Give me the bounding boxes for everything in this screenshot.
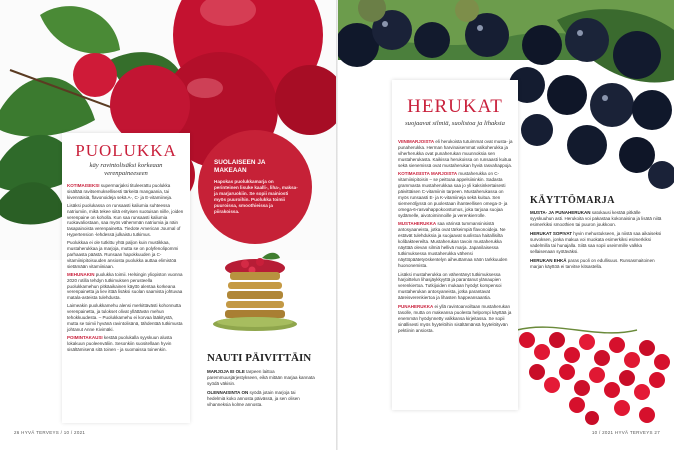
nauti-body bbox=[207, 369, 315, 411]
puolukka-paragraph: Puolukkaa ei ole tutkittu yhtä paljon kuin mustikkaa, mustaherukkaa ja marjoja, mutta se on polyfenolipommi parhaasta päästä. Runsaan hapokkuuden ja C-vitamiinipitoisuuden ansiosta puolukka auttaa elimistöä sietämään vitamiiniaan. bbox=[67, 240, 179, 269]
puolukka-article-card bbox=[62, 133, 190, 423]
page-footer-right: 10 / 2021 HYVÄ TERVEYS 27 bbox=[591, 430, 660, 435]
lingonberry-smoothie-photo bbox=[200, 250, 310, 345]
herukat-paragraph: KOTIMAISISTA MARJOISTA mustaherukka on C-vitamiinipitoisin – se peittoaa appelsiininkin. Sadasta grammasta mustaherukkaa saa jo yli kaksinkertaisesti päivittäisen C-vitamiinin tarpeen. Mustaherukassa on myös runsaasti E- ja K-vitamiineja sekä kuitua. Sen siemenöljyssä on puolestaan ihanteellisen omega-3- ja omega-6-rasvahappokoostumus, joka tarjoaa suojaa sydämelle, aivotoiminnoille ja verenkierrolle. bbox=[398, 171, 508, 218]
kayttomarja-heading: KÄYTTÖMARJA bbox=[530, 195, 615, 206]
puolukka-paragraph: Laimeakin puolukkamehu alensi merkittävästi kohonnutta verenpainetta, ja tulokset olivat yllättävän mehun tehokkuudesta. – Puolukkamehu ei korvaa lääkitystä, mutta se toimii hyvänä ravintolisänä, tähdentää tutkimusta johtanut Anne Kivimäki. bbox=[67, 303, 183, 332]
herukat-body bbox=[398, 139, 513, 336]
herukat-article-card bbox=[392, 80, 518, 410]
nauti-paragraph: MARJOJA EI OLE tarpeen laittoa paremmuusjärjestykseen, eikä mitään marjaa kannata syödä väkisin. bbox=[207, 369, 315, 386]
puolukka-subtitle: käy ravintolisäksi korkeaan verenpaineeseen bbox=[89, 162, 163, 177]
page-footer-left: 26 HYVÄ TERVEYS / 10 / 2021 bbox=[14, 430, 86, 435]
herukat-paragraph: PUNAHERUKKA ei yllä ravintoarvoiltaan mustaherukan tasolle, mutta on makeansa puolesta helpompi käyttää ja enemmän hyödynnetty valkkansa kirjeitassa. Se sopii sinällisesti myös hyytelöihin sisältämänsä hyytelöityvän pektiinin ansiosta. bbox=[398, 303, 512, 333]
kayttomarja-paragraph: MUSTA- JA PUNAHERUKAN satokausi kestää pitkälle syyskuuhun asti. Herukoita voi pakastaa kokonaisina ja lisätä niitä esimerkiksi smoothien tai puuron joukkoon. bbox=[530, 210, 662, 227]
herukat-title: HERUKAT bbox=[407, 96, 503, 117]
puolukka-title: PUOLUKKA bbox=[75, 141, 177, 160]
kayttomarja-body bbox=[530, 210, 662, 273]
page-fold bbox=[336, 0, 338, 450]
puolukka-paragraph: POIMINTAKAUSI kestää puolukalla syyskuun alusta lokakuun puoleenväliin. Sesonkiin suositellaan hyvin sisältämisenä sitä toinen - ja suomaissa toinenkin. bbox=[67, 334, 172, 352]
herukat-paragraph: VIINIMARJOISTA eli herukoista tutuimmat ovat musta- ja punaherukka. Herman harvinaisemmat valkoherukka ja viherherukka ovat punaherukan muunnoksia sen mustaherukasta. Kaikissa herukoissa on runsaasti kuitua sekä sienemissä ovat mustaherukan hyviä rasvahappoja. bbox=[398, 139, 513, 168]
badge-text: Hapokas puolukkamarja on perinteinen lisuke kaalli-, liha-, maksa- ja marjaruokiin. Se sopii mainiosti myös puuroihin. Puolukka toimii puuroissa, smoothieissa ja piirakoissa. bbox=[214, 179, 298, 214]
nauti-paragraph: OLENNAISINTA ON syödä jotain marjoja tai hedelmiä koko annosta päivässä, ja sen olisen vihanneksia kolme annosta. bbox=[207, 390, 300, 407]
kayttomarja-paragraph: HERUKAN EHKÄ paras puoli on edullisuus. Runsasmaitoinen marjan käyttöä ei tarvitse kitsastella. bbox=[530, 258, 655, 269]
kayttomarja-paragraph: HERUKAT SOPIVAT hyvin mehustukseen, ja niistä saa aikaiseksi survoksen, jonka makua voi muokata esimerkiksi esimerkiksi vadelmilla tai hunajalla. Siitä saa sopii useimmille valkka sellaisenaan syötäväksi. bbox=[530, 231, 662, 254]
herukat-paragraph: Lisäksi mustaherukka on vähentänyt tutkimuksessa harjoittelun lihasjäykkyyttä ja parantanut ylänaupien verenkiertoa. Tutkijoiden mukaan hyödyt kompensoi mustaherukan antosyaneista, jotka parantavat ääreisverenkiertoa ja lihasten happeansaantia. bbox=[398, 271, 502, 301]
right-page bbox=[337, 0, 674, 450]
herukat-paragraph: MUSTAHERUKKA saa värinsä tummansinisistä antosyaaneista, jotka ovat tärkeimpiä flavonoideja. Ne estävät tulehduksia ja suojaavat suolistoa haitallisilta kolibakteereilta. Mustaherukan tavoin mustaherukka näyttää olevan silmiä hellivä marja. Japanilaisessa tutkimuksessa mustaherukka vähensi näyttöpäätetyöskentelyn aiheuttamaa näön tarkkuuden huononemista. bbox=[398, 221, 508, 269]
nauti-heading: NAUTI PÄIVITTÄIN bbox=[207, 352, 312, 364]
herukat-subtitle: suojaavat silmiä, suolistoa ja lihaksia bbox=[405, 120, 505, 127]
puolukka-paragraph: MEHUNAKIN puolukka toimii. Helsingin yliopiston vuonna 2020 rotilla tehdyn tutkimuksen perusteella puolukkamehun pitkäaikainen käyttö alentaa korkeana verenpainetta ja liev ittää lisäksi suolan saamista johtuvaa matala-asteista tulehdusta. bbox=[67, 271, 183, 301]
badge-title: SUOLAISEEN JA MAKEAAN bbox=[214, 159, 266, 174]
puolukka-body bbox=[67, 183, 185, 354]
puolukka-paragraph: Lisäksi puolukassa on runsaasti kaliumia suhteessa natriumiin, mikä tekee siitä erityisen suotuisan niille, joiden verenpaine on koholla. Kun saa runsaasti kaliumia ruokavaliostaan, saa myös vähemmän natriumia ja näin tasapainoista verenpainetta. Tiedote American Journal of Hypertension -lehdessä julkaistu tutkimus. bbox=[67, 202, 184, 238]
puolukka-paragraph: KOTIMAISEKSI supermarjaksi tituleerattu puolukka sisältää ravitsemuksellisesti tärkeitä mangaania, tai kivennäisiä, flavonoideja sekä A-, C- ja E-vitamiineja. bbox=[67, 183, 173, 200]
